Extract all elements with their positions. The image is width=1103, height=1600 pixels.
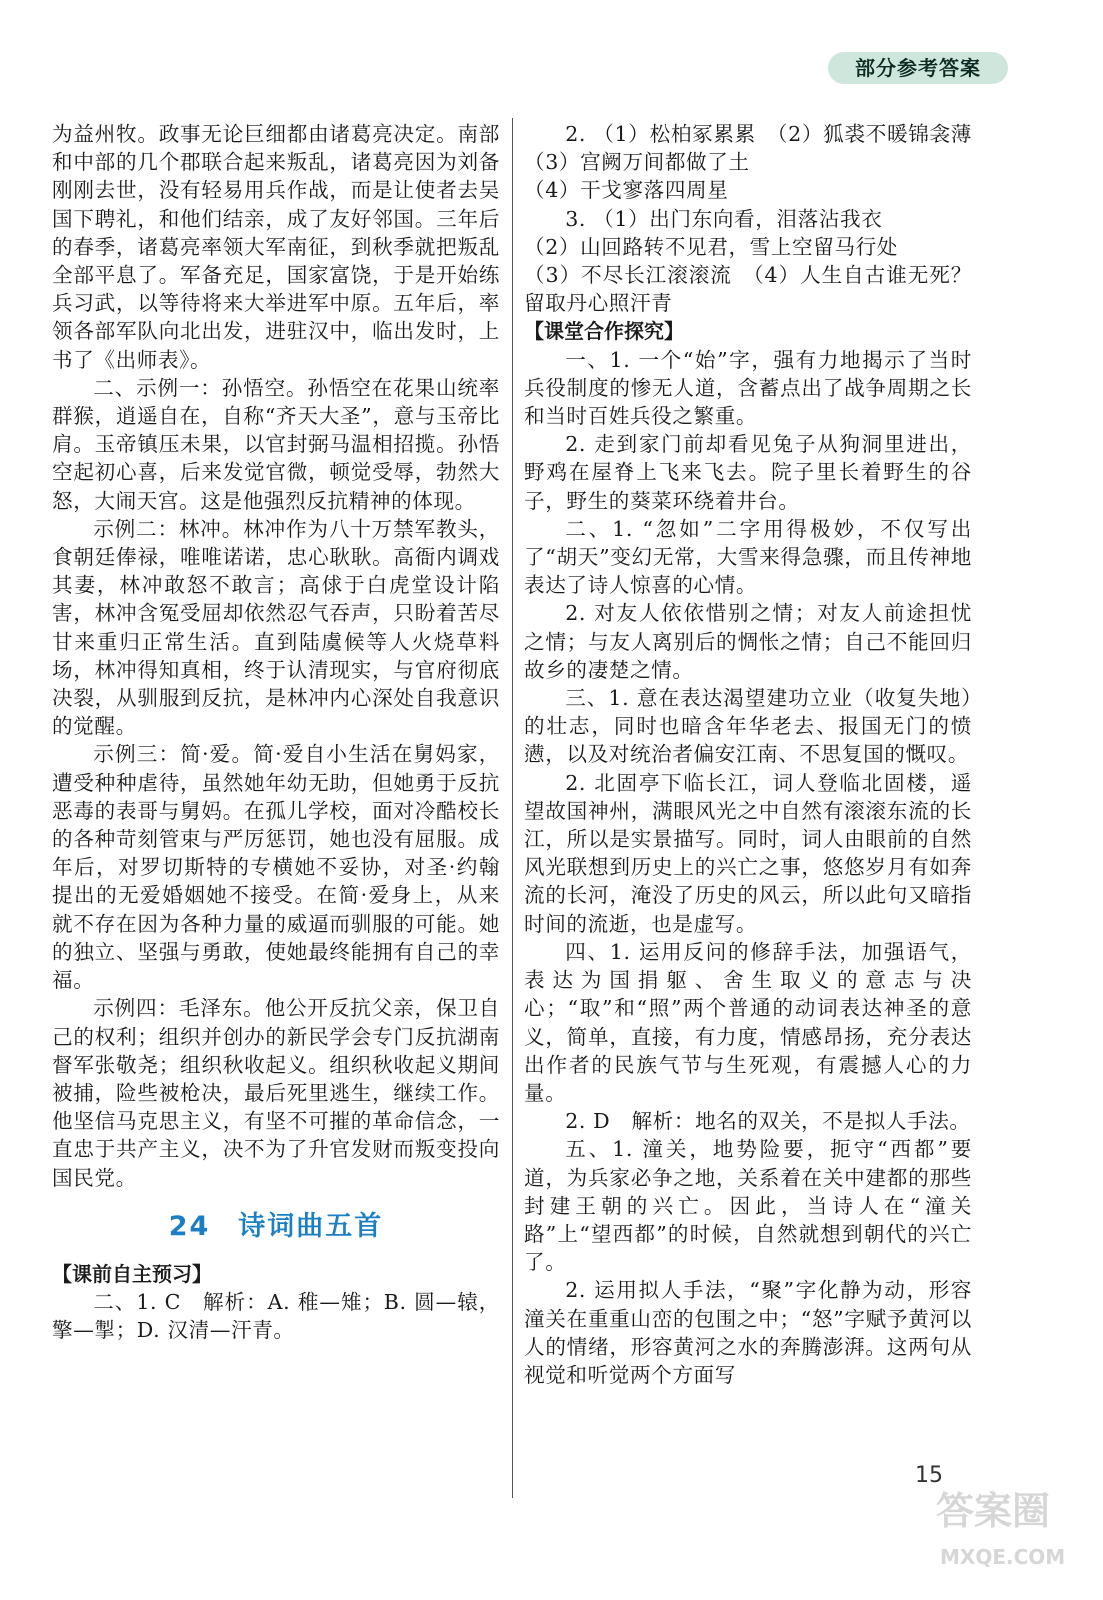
paragraph: 2. 走到家门前却看见兔子从狗洞里进出，野鸡在屋脊上飞来飞去。院子里长着野生的谷子，野生的葵菜环绕着井台。 — [524, 432, 972, 513]
paragraph: （2）山回路转不见君，雪上空留马行处 — [524, 234, 898, 259]
paragraph: 三、1. 意在表达渴望建功立业（收复失地）的壮志，同时也暗含年华老去、报国无门的愤懑，以及对统治者偏安江南、不思复国的慨叹。 — [524, 686, 972, 767]
lesson-number: 24 — [168, 1210, 211, 1242]
section-tab-label: 部分参考答案 — [828, 52, 1008, 84]
section-heading: 【课前自主预习】 — [52, 1261, 212, 1286]
right-column — [524, 120, 994, 1389]
paragraph: （3）不尽长江滚滚流 （4）人生自古谁无死？留取丹心照汗青 — [524, 263, 972, 316]
page-number: 15 — [915, 1463, 943, 1488]
paragraph: 二、1. C 解析：A. 稚—雉；B. 圆—辕，擎—掣；D. 汉清—汗青。 — [52, 1289, 500, 1343]
paragraph: 2. （1）松柏冢累累 （2）狐裘不暖锦衾薄 （3）宫阙万间都做了土 — [524, 122, 994, 175]
watermark-logo — [930, 1478, 1090, 1578]
paragraph: 为益州牧。政事无论巨细都由诸葛亮决定。南部和中部的几个郡联合起来叛乱，诸葛亮因为刘备刚刚去世，没有轻易用兵作战，而是让使者去吴国下聘礼，和他们结亲，成了友好邻国。三年后的春季，诸葛亮率领大军南征，到秋季就把叛乱全部平息了。军备充足，国家富饶，于是开始练兵习武，以等待将来大举进军中原。五年后，率领各部军队向北出发，进驻汉中，临出发时，上书了《出师表》。 — [52, 122, 500, 372]
left-column — [52, 120, 500, 1344]
paragraph: 示例二：林冲。林冲作为八十万禁军教头，食朝廷俸禄，唯唯诺诺，忠心耿耿。高衙内调戏其妻，林冲敢怒不敢言；高俅于白虎堂设计陷害，林冲含冤受屈却依然忍气吞声，只盼着苦尽甘来重归正常生活。直到陆虞候等人火烧草料场，林冲得知真相，终于认清现实，与官府彻底决裂，从驯服到反抗，是林冲内心深处自我意识的觉醒。 — [52, 516, 500, 739]
column-divider — [512, 118, 513, 1498]
paragraph: 2. 对友人依依惜别之情；对友人前途担忧之情；与友人离别后的惆怅之情；自己不能回归故乡的凄楚之情。 — [524, 601, 972, 682]
lesson-title — [52, 1206, 500, 1248]
paragraph: 2. 运用拟人手法，“聚”字化静为动，形容潼关在重重山峦的包围之中；“怒”字赋予黄河以人的情绪，形容黄河之水的奔腾澎湃。这两句从视觉和听觉两个方面写 — [524, 1278, 972, 1387]
paragraph: 示例三：简·爱。简·爱自小生活在舅妈家，遭受种种虐待，虽然她年幼无助，但她勇于反抗恶毒的表哥与舅妈。在孤儿学校，面对冷酷校长的各种苛刻管束与严厉惩罚，她也没有屈服。成年后，对罗切斯特的专横她不妥协，对圣·约翰提出的无爱婚姻她不接受。在简·爱身上，从来就不存在因为各种力量的威逼而驯服的可能。她的独立、坚强与勇敢，使她最终能拥有自己的幸福。 — [52, 742, 500, 993]
paragraph: 示例四：毛泽东。他公开反抗父亲，保卫自己的权利；组织并创办的新民学会专门反抗湖南督军张敬尧；组织秋收起义。组织秋收起义期间被捕，险些被枪决，最后死里逃生，继续工作。他坚信马克思主义，有坚不可摧的革命信念，一直忠于共产主义，决不为了升官发财而叛变投向国民党。 — [52, 996, 500, 1190]
paragraph: 2. D 解析：地名的双关，不是拟人手法。 — [565, 1109, 971, 1134]
paragraph: （4）干戈寥落四周星 — [524, 178, 729, 203]
watermark-url: MXQE.COM — [940, 1545, 1066, 1569]
section-heading: 【课堂合作探究】 — [524, 319, 684, 344]
paragraph: 五、1. 潼关，地势险要，扼守“西都”要道，为兵家必争之地，关系着在关中建都的那些封建王朝的兴亡。因此，当诗人在“潼关路”上“望西都”的时候，自然就想到朝代的兴亡了。 — [524, 1137, 972, 1275]
paragraph: 3. （1）出门东向看，泪落沾我衣 — [565, 206, 883, 231]
watermark-text: 答案圈 — [936, 1489, 1051, 1533]
paragraph: 2. 北固亭下临长江，词人登临北固楼，遥望故国神州，满眼风光之中自然有滚滚东流的长江，所以是实景描写。同时，词人由眼前的自然风光联想到历史上的兴亡之事，悠悠岁月有如奔流的长河，淹没了历史的风云，所以此句又暗指时间的流逝，也是虚写。 — [524, 770, 972, 936]
paragraph: 四、1. 运用反问的修辞手法，加强语气，表达为国捐躯、舍生取义的意志与决心；“取”和“照”两个普通的动词表达神圣的意义，简单，直接，有力度，情感昂扬，充分表达出作者的民族气节与生死观，有震撼人心的力量。 — [524, 939, 972, 1105]
paragraph: 一、1. 一个“始”字，强有力地揭示了当时兵役制度的惨无人道，含蓄点出了战争周期之长和当时百姓兵役之繁重。 — [524, 347, 972, 429]
lesson-name: 诗词曲五首 — [238, 1210, 384, 1242]
paragraph: 二、1. “忽如”二字用得极妙，不仅写出了“胡天”变幻无常，大雪来得急骤，而且传神地表达了诗人惊喜的心情。 — [524, 516, 972, 598]
paragraph: 二、示例一：孙悟空。孙悟空在花果山统率群猴，逍遥自在，自称“齐天大圣”，意与玉帝比肩。玉帝镇压未果，以官封弼马温相招揽。孙悟空起初心喜，后来发觉官微，顿觉受辱，勃然大怒，大闹天宫。这是他强烈反抗精神的体现。 — [52, 375, 500, 513]
